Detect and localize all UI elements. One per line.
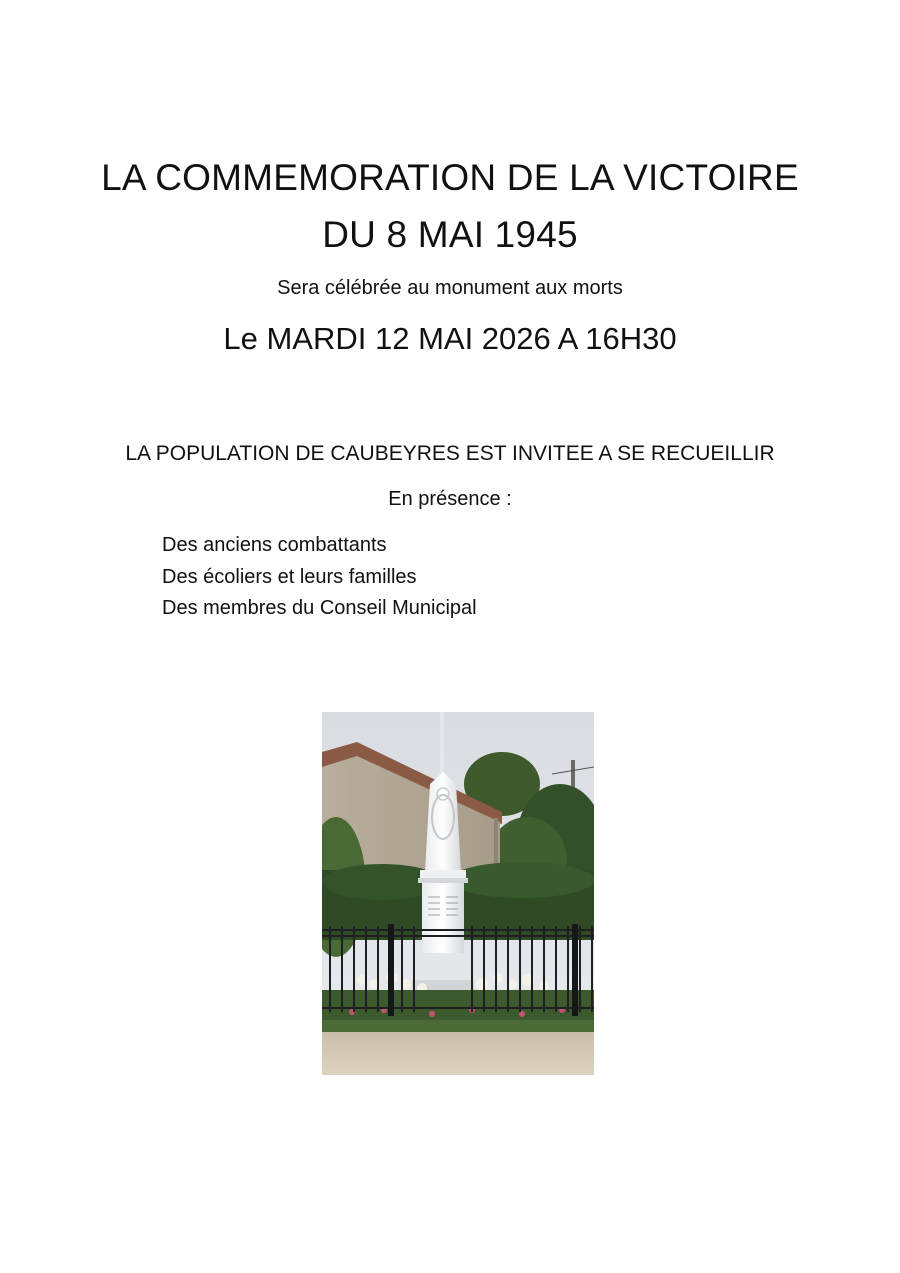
subtitle: Sera célébrée au monument aux morts [277, 277, 623, 299]
attendee-item: Des écoliers et leurs familles [162, 565, 417, 588]
attendee-item: Des anciens combattants [162, 534, 387, 556]
page-title-line-1: LA COMMEMORATION DE LA VICTOIRE [101, 157, 799, 198]
page-title-line-2: DU 8 MAI 1945 [322, 214, 578, 255]
presence-label: En présence : [388, 488, 512, 510]
invitation-text: LA POPULATION DE CAUBEYRES EST INVITEE A SE RECUEILLIR [125, 442, 775, 465]
attendee-item: Des membres du Conseil Municipal [162, 597, 477, 619]
attendee-list [162, 534, 477, 629]
event-date: Le MARDI 12 MAI 2026 A 16H30 [223, 321, 677, 356]
war-memorial-photo [322, 712, 594, 1075]
